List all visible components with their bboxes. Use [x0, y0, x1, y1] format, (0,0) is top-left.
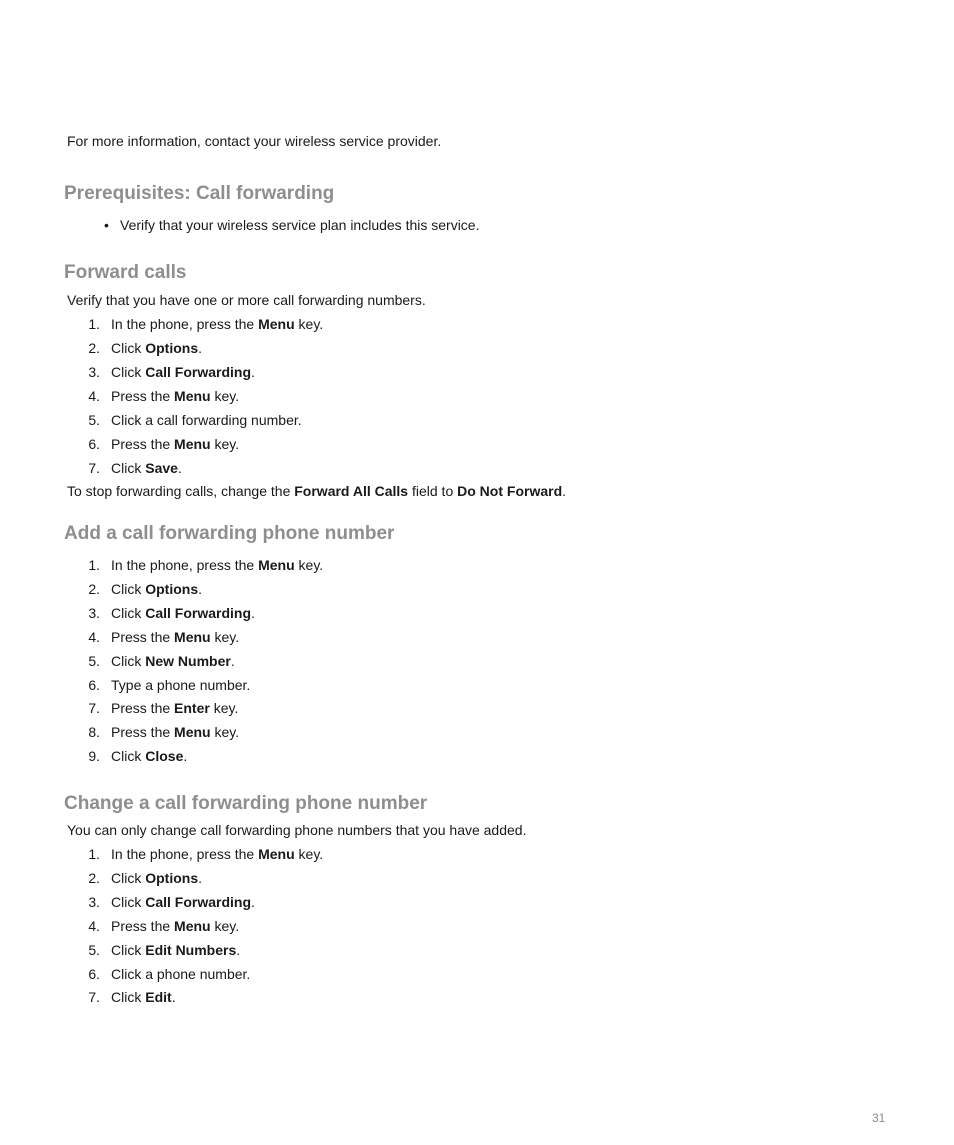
forward-calls-intro: Verify that you have one or more call forwarding numbers. — [67, 292, 426, 308]
step-ui-term: Menu — [174, 388, 211, 404]
step-text: Click Options. — [111, 869, 203, 886]
step-ui-term: Save — [145, 460, 178, 476]
step-number: 5. — [88, 941, 100, 958]
step-number: 5. — [88, 412, 100, 428]
step-number: 2. — [88, 580, 100, 597]
step-ui-term: New Number — [145, 652, 231, 669]
step-text: Press the Enter key. — [111, 700, 239, 717]
step-text: Type a phone number. — [111, 676, 251, 693]
page-number: 31 — [872, 1111, 886, 1125]
step-number: 7. — [88, 460, 100, 476]
note-field-value: Do Not Forward — [457, 483, 563, 499]
add-number-heading: Add a call forwarding phone number — [64, 523, 395, 544]
note-text-mid: field to — [408, 483, 458, 499]
step-ui-term: Call Forwarding — [145, 893, 252, 910]
step-number: 1. — [88, 557, 100, 573]
step-text: Click Options. — [111, 340, 203, 356]
step-ui-term: Enter — [174, 700, 210, 717]
step-ui-term: Menu — [174, 724, 211, 741]
step-text: Click a phone number. — [111, 965, 251, 982]
step-ui-term: Edit — [145, 989, 172, 1006]
step-number: 6. — [88, 676, 100, 693]
step-ui-term: Call Forwarding — [145, 604, 252, 621]
step-text: Click Call Forwarding. — [111, 893, 255, 910]
bullet-icon: • — [104, 217, 109, 233]
step-number: 4. — [88, 628, 100, 645]
step-text: Click Call Forwarding. — [111, 604, 255, 621]
step-ui-term: Close — [145, 748, 184, 765]
step-ui-term: Options — [145, 580, 199, 597]
step-text: Press the Menu key. — [111, 917, 240, 934]
step-text: In the phone, press the Menu key. — [111, 846, 324, 862]
step-text: Click a call forwarding number. — [111, 412, 302, 428]
note-text-pre: To stop forwarding calls, change the — [67, 483, 295, 499]
step-text: Click Edit Numbers. — [111, 941, 241, 958]
step-text: Click New Number. — [111, 652, 235, 669]
step-number: 7. — [88, 989, 100, 1006]
step-ui-term: Menu — [258, 557, 295, 573]
step-text: Press the Menu key. — [111, 388, 240, 404]
step-number: 1. — [88, 316, 100, 332]
change-number-intro: You can only change call forwarding phone numbers that you have added. — [67, 822, 527, 838]
step-ui-term: Menu — [174, 917, 211, 934]
step-number: 3. — [88, 364, 100, 380]
step-number: 1. — [88, 846, 100, 862]
step-number: 2. — [88, 869, 100, 886]
step-ui-term: Options — [145, 340, 199, 356]
step-text: Click Call Forwarding. — [111, 364, 255, 380]
step-ui-term: Options — [145, 869, 199, 886]
step-text: Click Save. — [111, 460, 182, 476]
step-number: 3. — [88, 604, 100, 621]
step-number: 8. — [88, 724, 100, 741]
step-text: Click Edit. — [111, 989, 176, 1006]
step-ui-term: Menu — [258, 846, 295, 862]
step-text: Click Options. — [111, 580, 203, 597]
prerequisites-heading: Prerequisites: Call forwarding — [64, 183, 335, 204]
step-number: 2. — [88, 340, 100, 356]
step-number: 4. — [88, 388, 100, 404]
forward-calls-heading: Forward calls — [64, 262, 187, 283]
step-number: 6. — [88, 436, 100, 452]
step-number: 3. — [88, 893, 100, 910]
step-ui-term: Edit Numbers — [145, 941, 237, 958]
bullet-text: Verify that your wireless service plan includes this service. — [120, 217, 480, 233]
step-text: Press the Menu key. — [111, 628, 240, 645]
note-text-post: . — [562, 483, 567, 499]
step-text: In the phone, press the Menu key. — [111, 316, 324, 332]
step-number: 4. — [88, 917, 100, 934]
step-text: In the phone, press the Menu key. — [111, 557, 324, 573]
step-ui-term: Menu — [174, 628, 211, 645]
step-number: 9. — [88, 748, 100, 765]
step-text: Press the Menu key. — [111, 436, 240, 452]
step-text: Click Close. — [111, 748, 188, 765]
step-ui-term: Menu — [258, 316, 295, 332]
step-ui-term: Menu — [174, 436, 211, 452]
step-text: Press the Menu key. — [111, 724, 240, 741]
change-number-heading: Change a call forwarding phone number — [64, 793, 428, 814]
step-number: 6. — [88, 965, 100, 982]
forward-calls-note — [67, 482, 566, 500]
step-ui-term: Call Forwarding — [145, 364, 252, 380]
step-number: 7. — [88, 700, 100, 717]
note-field-name: Forward All Calls — [294, 483, 409, 499]
intro-text: For more information, contact your wireless service provider. — [67, 133, 442, 149]
step-number: 5. — [88, 652, 100, 669]
